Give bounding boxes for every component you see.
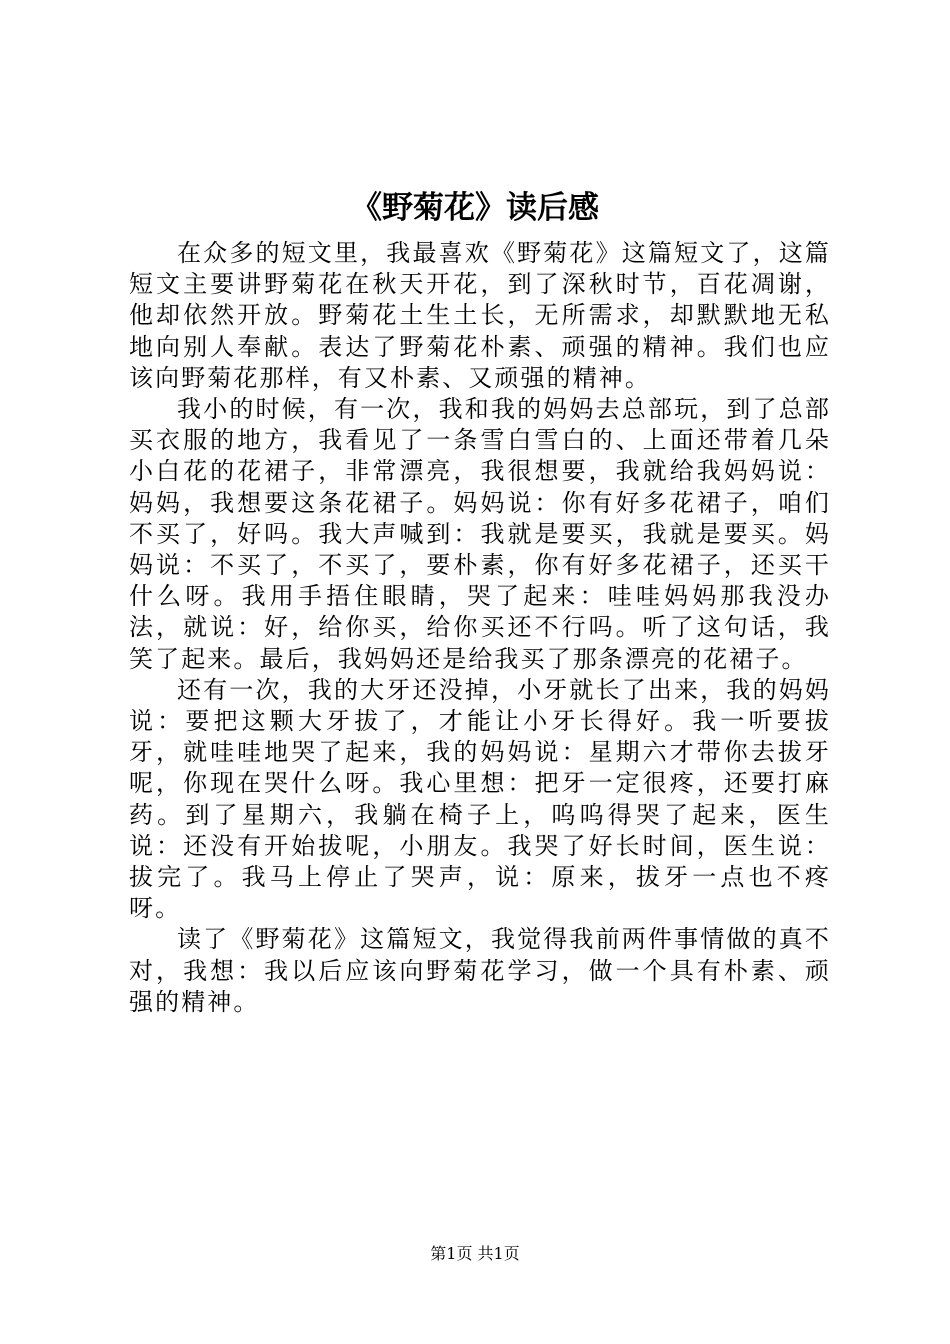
paragraph-2: 我小的时候，有一次，我和我的妈妈去总部玩，到了总部买衣服的地方，我看见了一条雪白雪白的、上面还带着几朵小白花的花裙子，非常漂亮，我很想要，我就给我妈妈说：妈妈，我想要这条花裙子。妈妈说：你有好多花裙子，咱们不买了，好吗。我大声喊到：我就是要买，我就是要买。妈妈说：不买了，不买了，要朴素，你有好多花裙子，还买干什么呀。我用手捂住眼睛，哭了起来：哇哇妈妈那我没办法，就说：好，给你买，给你买还不行吗。听了这句话，我笑了起来。最后，我妈妈还是给我买了那条漂亮的花裙子。 [129,395,831,673]
paragraph-1: 在众多的短文里，我最喜欢《野菊花》这篇短文了，这篇短文主要讲野菊花在秋天开花，到了深秋时节，百花凋谢，他却依然开放。野菊花土生土长，无所需求，却默默地无私地向别人奉献。表达了野菊花朴素、顽强的精神。我们也应该向野菊花那样，有又朴素、又顽强的精神。 [129,239,831,392]
paragraph-4: 读了《野菊花》这篇短文，我觉得我前两件事情做的真不对，我想：我以后应该向野菊花学习，做一个具有朴素、顽强的精神。 [129,925,831,1016]
document-body [129,238,831,1018]
page-number-footer: 第1页 共1页 [430,1244,520,1263]
document-title: 《野菊花》读后感 [351,190,599,226]
paragraph-3: 还有一次，我的大牙还没掉，小牙就长了出来，我的妈妈说：要把这颗大牙拔了，才能让小牙长得好。我一听要拔牙，就哇哇地哭了起来，我的妈妈说：星期六才带你去拔牙呢，你现在哭什么呀。我心里想：把牙一定很疼，还要打麻药。到了星期六，我躺在椅子上，呜呜得哭了起来，医生说：还没有开始拔呢，小朋友。我哭了好长时间，医生说：拔完了。我马上停止了哭声，说：原来，拔牙一点也不疼呀。 [129,675,831,923]
